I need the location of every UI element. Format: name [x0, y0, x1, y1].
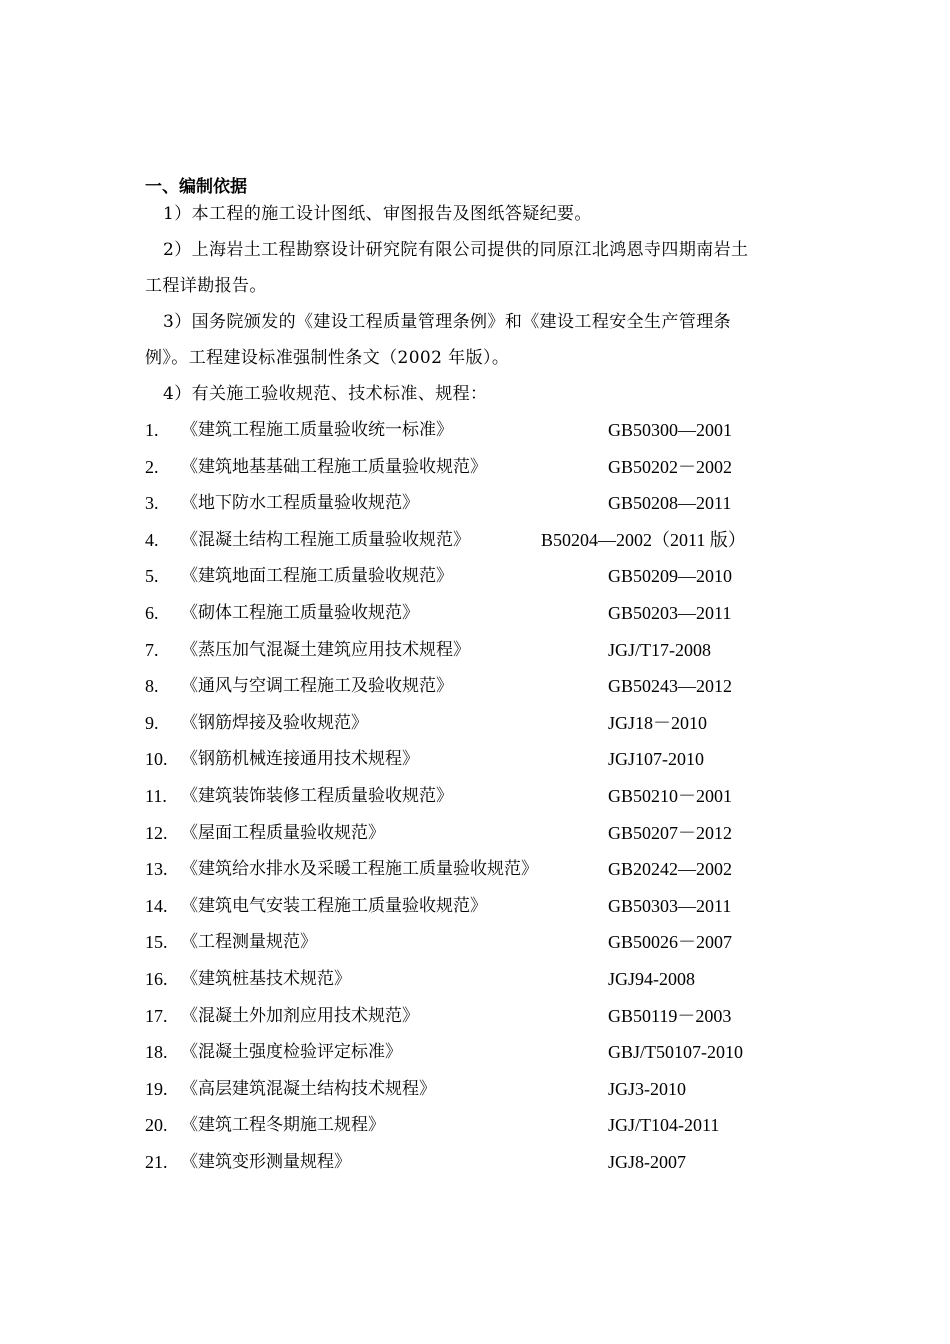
standard-code: GB50203—2011 [608, 602, 732, 623]
standard-code: GB50243—2012 [608, 676, 733, 697]
standard-number: 2. [145, 456, 159, 477]
standard-row [145, 705, 825, 742]
standard-title: 《混凝土外加剂应用技术规范》 [181, 1005, 419, 1026]
standard-title: 《混凝土结构工程施工质量验收规范》 [181, 529, 470, 550]
standard-number: 20. [145, 1115, 168, 1136]
standard-number: 18. [145, 1042, 168, 1063]
standard-row [145, 595, 825, 632]
section-heading: 一、编制依据 [145, 177, 247, 197]
standard-number: 16. [145, 968, 168, 989]
standard-code: JGJ18－2010 [608, 712, 708, 733]
standard-title: 《建筑工程冬期施工规程》 [181, 1115, 385, 1136]
standard-row [145, 888, 825, 925]
standard-number: 21. [145, 1151, 168, 1172]
basis-paragraph-1 [145, 196, 813, 232]
paragraph-continuation: 工程详勘报告。 [145, 276, 267, 296]
standard-title: 《建筑电气安装工程施工质量验收规范》 [181, 895, 487, 916]
standard-title: 《蒸压加气混凝土建筑应用技术规程》 [181, 639, 470, 660]
standard-title: 《通风与空调工程施工及验收规范》 [181, 676, 453, 697]
standard-title: 《建筑桩基技术规范》 [181, 968, 351, 989]
standard-number: 8. [145, 676, 159, 697]
standard-code: GB50207－2012 [608, 822, 733, 843]
standard-row [145, 632, 825, 669]
standard-code: GB50026－2007 [608, 932, 733, 953]
standard-code: JGJ3-2010 [608, 1078, 687, 1099]
standard-number: 11. [145, 785, 167, 806]
standard-row [145, 851, 825, 888]
standard-number: 7. [145, 639, 159, 660]
standard-row [145, 1034, 825, 1071]
standard-number: 4. [145, 529, 159, 550]
paragraph-first-line: 4）有关施工验收规范、技术标准、规程： [163, 384, 488, 404]
basis-paragraph-3 [145, 304, 813, 376]
paragraph-first-line: 2）上海岩土工程勘察设计研究院有限公司提供的同原江北鸿恩寺四期南岩土 [163, 240, 749, 260]
standard-row [145, 1144, 825, 1181]
standard-title: 《建筑工程施工质量验收统一标准》 [181, 420, 453, 440]
standard-code: GB50209—2010 [608, 566, 733, 587]
standard-row [145, 485, 825, 522]
standard-title: 《砌体工程施工质量验收规范》 [181, 602, 419, 623]
standard-row [145, 741, 825, 778]
standard-row [145, 1107, 825, 1144]
standard-number: 12. [145, 822, 168, 843]
standards-list [145, 412, 825, 1180]
standard-row [145, 778, 825, 815]
paragraph-continuation: 例》。工程建设标准强制性条文（2002 年版）。 [145, 348, 510, 368]
basis-paragraph-4 [145, 376, 813, 412]
standard-number: 14. [145, 895, 168, 916]
standard-title: 《屋面工程质量验收规范》 [181, 822, 385, 843]
standard-code: JGJ/T104-2011 [608, 1115, 720, 1136]
standard-number: 6. [145, 602, 159, 623]
standard-title: 《钢筋机械连接通用技术规程》 [181, 749, 419, 770]
standard-title: 《建筑装饰装修工程质量验收规范》 [181, 785, 453, 806]
standard-row [145, 522, 825, 559]
basis-paragraph-2 [145, 232, 813, 304]
standard-title: 《高层建筑混凝土结构技术规程》 [181, 1078, 436, 1099]
standard-row [145, 412, 825, 449]
standard-row [145, 998, 825, 1035]
paragraph-first-line: 1）本工程的施工设计图纸、审图报告及图纸答疑纪要。 [163, 204, 592, 224]
standard-row [145, 449, 825, 486]
standard-number: 9. [145, 712, 159, 733]
standard-title: 《建筑变形测量规程》 [181, 1151, 351, 1172]
standard-number: 3. [145, 493, 159, 514]
standard-title: 《建筑地面工程施工质量验收规范》 [181, 566, 453, 587]
standard-code: GB50303—2011 [608, 895, 732, 916]
standard-code: JGJ/T17-2008 [608, 639, 711, 660]
standard-row [145, 961, 825, 998]
standard-number: 15. [145, 932, 168, 953]
standard-code: JGJ8-2007 [608, 1151, 687, 1172]
standard-title: 《建筑给水排水及采暖工程施工质量验收规范》 [181, 859, 538, 880]
standard-number: 5. [145, 566, 159, 587]
standard-code: GB50202－2002 [608, 456, 733, 477]
standard-title: 《地下防水工程质量验收规范》 [181, 493, 419, 514]
standard-number: 10. [145, 749, 168, 770]
standard-row [145, 924, 825, 961]
standard-code: GB50119－2003 [608, 1005, 732, 1026]
standard-number: 13. [145, 859, 168, 880]
standard-code: GB50208—2011 [608, 493, 732, 514]
standard-code: GB50210－2001 [608, 785, 733, 806]
standard-row [145, 1071, 825, 1108]
standard-code: GB20242—2002 [608, 859, 733, 880]
standard-code: GB50300—2001 [608, 420, 733, 440]
standard-title: 《工程测量规范》 [181, 932, 317, 953]
standard-row [145, 815, 825, 852]
standard-title: 《混凝土强度检验评定标准》 [181, 1042, 402, 1063]
standard-code: JGJ107-2010 [608, 749, 705, 770]
standard-number: 1. [145, 420, 159, 440]
standard-number: 19. [145, 1078, 168, 1099]
standard-code: GBJ/T50107-2010 [608, 1042, 743, 1063]
standard-code: JGJ94-2008 [608, 968, 696, 989]
standard-title: 《建筑地基基础工程施工质量验收规范》 [181, 456, 487, 477]
standard-code: B50204—2002（2011 版） [541, 529, 746, 550]
standard-number: 17. [145, 1005, 168, 1026]
standard-title: 《钢筋焊接及验收规范》 [181, 712, 368, 733]
paragraph-first-line: 3）国务院颁发的《建设工程质量管理条例》和《建设工程安全生产管理条 [163, 312, 732, 332]
standard-row [145, 668, 825, 705]
standard-row [145, 558, 825, 595]
